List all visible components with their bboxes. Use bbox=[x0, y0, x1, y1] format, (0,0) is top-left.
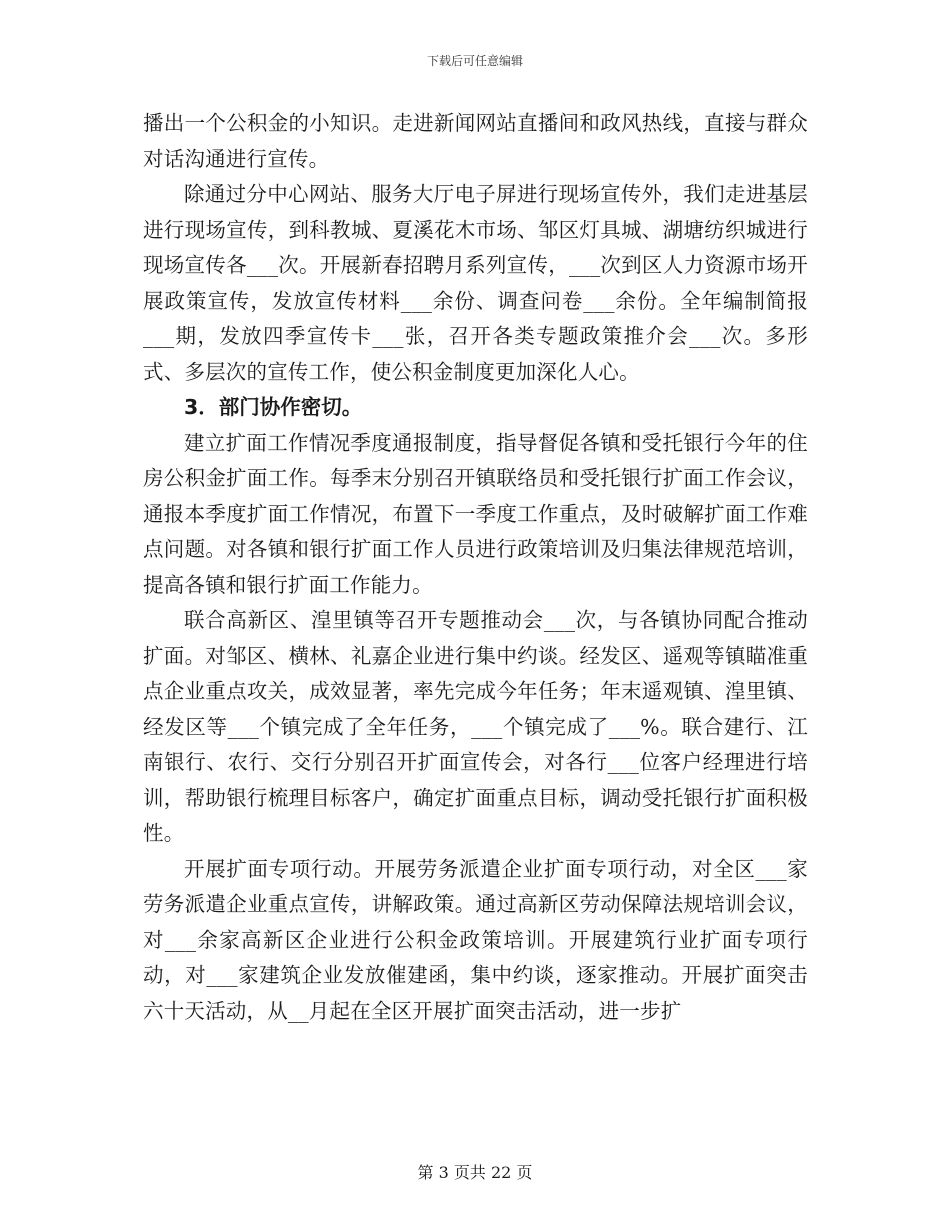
paragraph-quarterly-report: 建立扩面工作情况季度通报制度，指导督促各镇和受托银行今年的住房公积金扩面工作。每季末分别召开镇联络员和受托银行扩面工作会议，通报本季度扩面工作情况，布置下一季度工作重点，及时破解扩面工作难点问题。对各镇和银行扩面工作人员进行政策培训及归集法律规范培训，提高各镇和银行扩面工作能力。 bbox=[143, 430, 808, 597]
paragraph-onsite-publicity: 除通过分中心网站、服务大厅电子屏进行现场宣传外，我们走进基层进行现场宣传，到科教城、夏溪花木市场、邹区灯具城、湖塘纺织城进行现场宣传各___次。开展新春招聘月系列宣传，___次到区人力资源市场开展政策宣传，发放宣传材料___余份、调查问卷___余份。全年编制简报___期，发放四季宣传卡___张，召开各类专题政策推介会___次。多形式、多层次的宣传工作，使公积金制度更加深化人心。 bbox=[143, 182, 808, 384]
paragraph-continuation: 播出一个公积金的小知识。走进新闻网站直播间和政风热线，直接与群众对话沟通进行宣传。 bbox=[143, 111, 808, 171]
paragraph-special-action: 开展扩面专项行动。开展劳务派遣企业扩面专项行动，对全区___家劳务派遣企业重点宣传，讲解政策。通过高新区劳动保障法规培训会议，对___余家高新区企业进行公积金政策培训。开展建筑行业扩面专项行动，对___家建筑企业发放催建函，集中约谈，逐家推动。开展扩面突击六十天活动，从__月起在全区开展扩面突击活动，进一步扩 bbox=[143, 856, 808, 1023]
page-header: 下载后可任意编辑 bbox=[426, 54, 523, 68]
paragraph-joint-promotion: 联合高新区、湟里镇等召开专题推动会___次，与各镇协同配合推动扩面。对邹区、横林、礼嘉企业进行集中约谈。经发区、遥观等镇瞄准重点企业重点攻关，成效显著，率先完成今年任务；年末遥观镇、湟里镇、经发区等___个镇完成了全年任务，___个镇完成了___%。联合建行、江南银行、农行、交行分别召开扩面宣传会，对各行___位客户经理进行培训，帮助银行梳理目标客户，确定扩面重点目标，调动受托银行扩面积极性。 bbox=[143, 608, 808, 845]
page-footer: 第 3 页共 22 页 bbox=[417, 1163, 533, 1182]
document-body bbox=[143, 106, 808, 1029]
section-heading: 3．部门协作密切。 bbox=[184, 395, 363, 419]
